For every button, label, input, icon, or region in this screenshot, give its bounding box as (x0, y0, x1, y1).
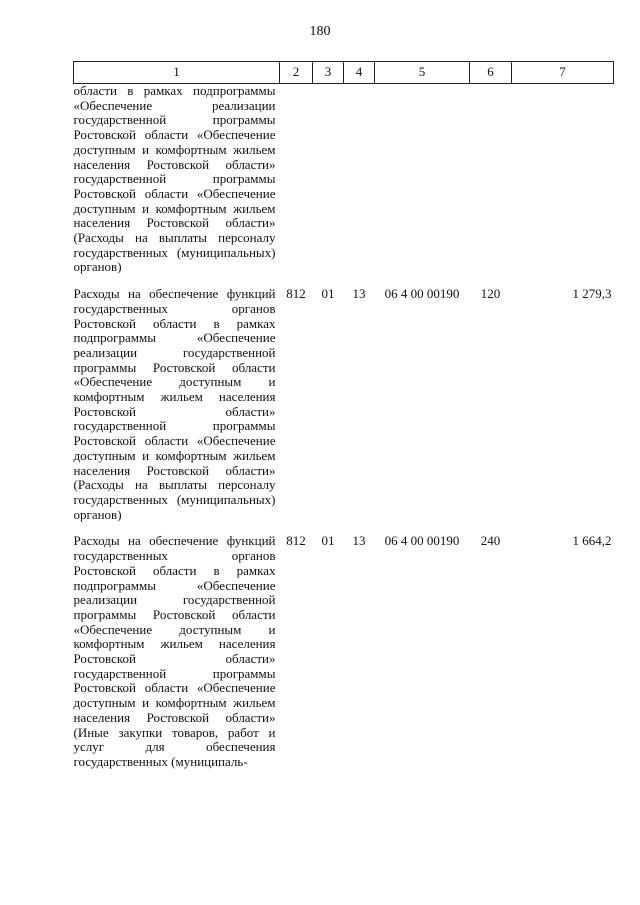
budget-table (73, 61, 614, 770)
row-description: Расходы на обеспечение функций государственных органов Ростовской области в рамках подпрограммы «Обеспечение реализации государственной программы Ростовской области «Обеспечение доступным и комфортным жильем населения Ростовской области» государственной программы Ростовской области «Обеспечение доступным и комфортным жильем населения Ростовской области» (Расходы на выплаты персоналу государственных (муниципальных) органов) (73, 286, 276, 522)
row-amount: 1 664,2 (572, 533, 612, 549)
row-ministry-code: 812 (286, 286, 306, 302)
table-header-row (74, 62, 614, 84)
column-header-6: 6 (470, 62, 512, 84)
row-section-code: 01 (321, 286, 335, 302)
table-row (74, 84, 614, 288)
column-header-5: 5 (375, 62, 470, 84)
table-row (74, 534, 614, 769)
row-description: Расходы на обеспечение функций государственных органов Ростовской области в рамках подпрограммы «Обеспечение реализации государственной программы Ростовской области «Обеспечение доступным и комфортным жильем населения Ростовской области» государственной программы Ростовской области «Обеспечение доступным и комфортным жильем населения Ростовской области» (Иные закупки товаров, работ и услуг для обеспечения государственных (муниципаль- (73, 533, 276, 769)
row-ministry-code: 812 (286, 533, 306, 549)
row-description: области в рамках подпрограммы «Обеспечение реализации государственной программы Ростовской области «Обеспечение доступным и комфортным жильем населения Ростовской области» государственной программы Ростовской области «Обеспечение доступным и комфортным жильем населения Ростовской области» (Расходы на выплаты персоналу государственных (муниципальных) органов) (73, 83, 276, 275)
row-subsection-code: 13 (352, 286, 366, 302)
row-amount (512, 84, 614, 288)
row-subsection-code (344, 84, 375, 288)
row-expense-type-code (470, 84, 512, 288)
row-section-code: 01 (321, 533, 335, 549)
column-header-4: 4 (344, 62, 375, 84)
page-number: 180 (309, 24, 331, 39)
column-header-1: 1 (74, 62, 280, 84)
table-row (74, 287, 614, 534)
row-target-code: 06 4 00 00190 (384, 533, 460, 549)
row-target-code: 06 4 00 00190 (384, 286, 460, 302)
row-section-code (313, 84, 344, 288)
column-header-7: 7 (512, 62, 614, 84)
column-header-3: 3 (313, 62, 344, 84)
row-subsection-code: 13 (352, 533, 366, 549)
row-amount: 1 279,3 (572, 286, 612, 302)
row-expense-type-code: 240 (480, 533, 501, 549)
column-header-2: 2 (280, 62, 313, 84)
row-ministry-code (280, 84, 313, 288)
row-expense-type-code: 120 (480, 286, 501, 302)
row-target-code (375, 84, 470, 288)
